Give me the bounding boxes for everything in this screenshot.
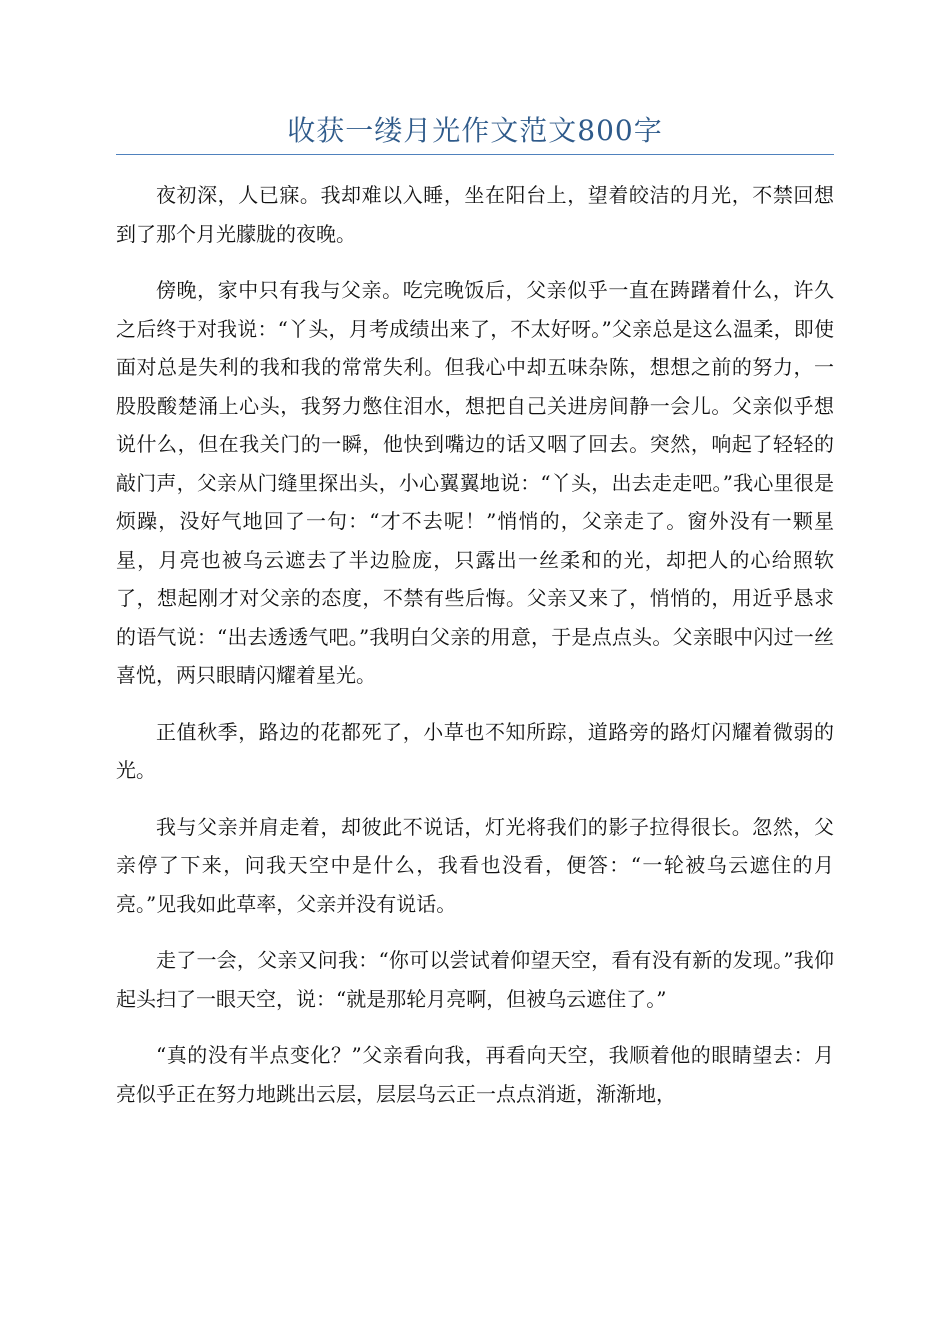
- paragraph-3: 正值秋季，路边的花都死了，小草也不知所踪，道路旁的路灯闪耀着微弱的光。: [116, 719, 834, 782]
- paragraph-4: 我与父亲并肩走着，却彼此不说话，灯光将我们的影子拉得很长。忽然，父亲停了下来，问我天空中是什么，我看也没看，便答：“一轮被乌云遮住的月亮。”见我如此草率，父亲并没有说话。: [116, 814, 834, 916]
- document-body: [116, 176, 834, 1131]
- paragraph-5: 走了一会，父亲又问我：“你可以尝试着仰望天空，看有没有新的发现。”我仰起头扫了一眼天空，说：“就是那轮月亮啊，但被乌云遮住了。”: [116, 948, 834, 1011]
- paragraph-6: “真的没有半点变化？”父亲看向我，再看向天空，我顺着他的眼睛望去：月亮似乎正在努力地跳出云层，层层乌云正一点点消逝，渐渐地，: [116, 1043, 834, 1106]
- document-title: 收获一缕月光作文范文800字: [287, 114, 663, 147]
- paragraph-1: 夜初深，人已寐。我却难以入睡，坐在阳台上，望着皎洁的月光，不禁回想到了那个月光朦胧的夜晚。: [116, 183, 834, 246]
- title-underline: [116, 154, 834, 155]
- paragraph-2: 傍晚，家中只有我与父亲。吃完晚饭后，父亲似乎一直在踌躇着什么，许久之后终于对我说：“丫头，月考成绩出来了，不太好呀。”父亲总是这么温柔，即使面对总是失利的我和我的常常失利。但我心中却五味杂陈，想想之前的努力，一股股酸楚涌上心头，我努力憋住泪水，想把自己关进房间静一会儿。父亲似乎想说什么，但在我关门的一瞬，他快到嘴边的话又咽了回去。突然，响起了轻轻的敲门声，父亲从门缝里探出头，小心翼翼地说：“丫头，出去走走吧。”我心里很是烦躁，没好气地回了一句：“才不去呢！”悄悄的，父亲走了。窗外没有一颗星星，月亮也被乌云遮去了半边脸庞，只露出一丝柔和的光，却把人的心给照软了，想起刚才对父亲的态度，不禁有些后悔。父亲又来了，悄悄的，用近乎恳求的语气说：“出去透透气吧。”我明白父亲的用意，于是点点头。父亲眼中闪过一丝喜悦，两只眼睛闪耀着星光。: [116, 278, 834, 687]
